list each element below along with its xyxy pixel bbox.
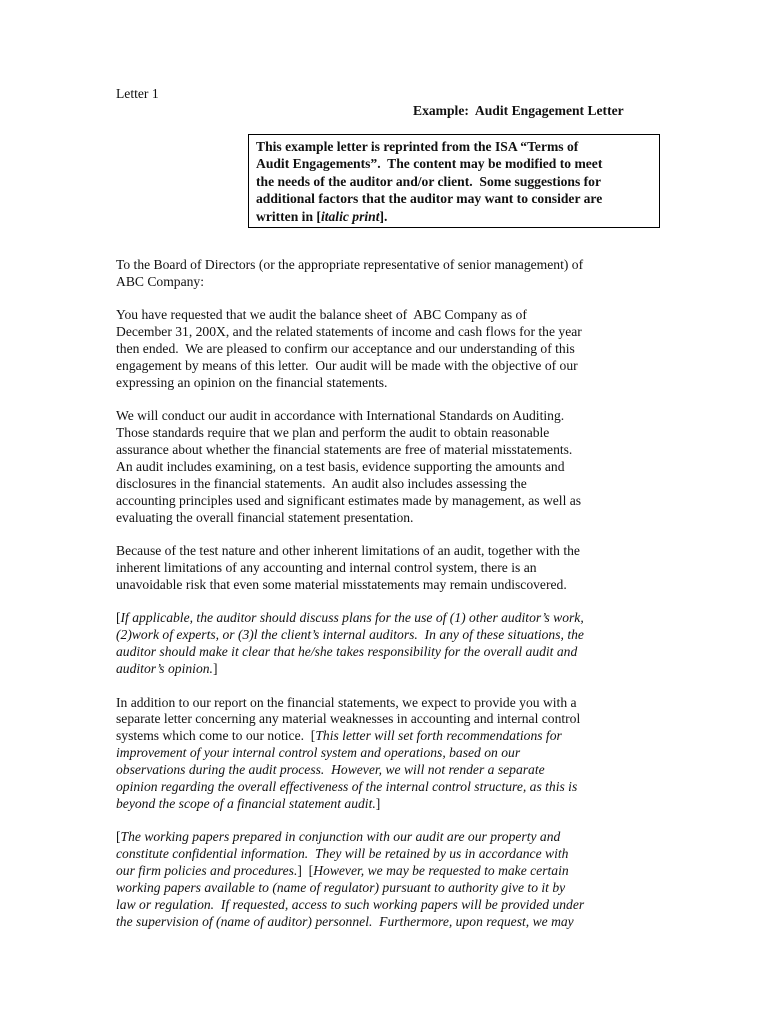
salutation [116, 257, 656, 291]
paragraph-internal-control [116, 695, 656, 813]
text-line: unavoidable risk that even some material misstatements may remain undiscovered. [116, 577, 567, 592]
document-title: Example: Audit Engagement Letter [413, 103, 624, 118]
letter-label: Letter 1 [116, 86, 159, 101]
text-line: then ended. We are pleased to confirm our acceptance and our understanding of this [116, 341, 575, 357]
italic-text: If applicable, the auditor should discuss plans for the use of (1) other auditor’s work, [120, 610, 584, 626]
text-line: Because of the test nature and other inherent limitations of an audit, together with the [116, 543, 580, 559]
text-line [116, 610, 656, 627]
text-line: law or regulation. If requested, access to such working papers will be provided under [116, 897, 585, 912]
text-line: Those standards require that we plan and perform the audit to obtain reasonable [116, 425, 550, 441]
text-line: ABC Company: [116, 273, 204, 289]
text-line: accounting principles used and significant estimates made by management, as well as [116, 492, 582, 508]
text-line: separate letter concerning any material weaknesses in accounting and internal control [116, 711, 581, 727]
text-line: You have requested that we audit the balance sheet of ABC Company as of [116, 307, 527, 323]
text-line: To the Board of Directors (or the appropriate representative of senior management) of [116, 257, 584, 272]
text-line: observations during the audit process. However, we will not render a separate [116, 762, 545, 778]
text-line: constitute confidential information. They will be retained by us in accordance with [116, 846, 569, 862]
text-line: assurance about whether the financial statements are free of material misstatements. [116, 442, 573, 458]
note-line-last [256, 208, 655, 225]
plain-text: ] [ [297, 863, 314, 879]
paragraph-request [116, 307, 656, 392]
italic-text: The working papers prepared in conjunction with our audit are our property and [120, 829, 561, 845]
paragraph-working-papers [116, 829, 656, 930]
text-line: We will conduct our audit in accordance with International Standards on Auditing. [116, 408, 565, 424]
text-line: working papers available to (name of regulator) pursuant to authority give to it by [116, 880, 566, 896]
text-line: the supervision of (name of auditor) personnel. Furthermore, upon request, we may [116, 913, 574, 929]
text-line: evaluating the overall financial statement presentation. [116, 509, 414, 525]
text-line: improvement of your internal control system and operations, based on our [116, 745, 521, 761]
text-line [116, 796, 656, 813]
text-line: disclosures in the financial statements. An audit also includes assessing the [116, 475, 527, 491]
note-last-suffix: ]. [379, 208, 388, 224]
note-line: additional factors that the auditor may want to consider are [256, 191, 603, 207]
text-line: (2)work of experts, or (3)l the client’s internal auditors. In any of these situations, the [116, 627, 584, 643]
text-line: In addition to our report on the financial statements, we expect to provide you with a [116, 694, 577, 710]
text-line: An audit includes examining, on a test basis, evidence supporting the amounts and [116, 459, 565, 475]
text-line: engagement by means of this letter. Our audit will be made with the objective of our [116, 358, 578, 374]
text-line: auditor should make it clear that he/she takes responsibility for the overall audit and [116, 644, 578, 660]
text-line [116, 661, 656, 678]
text-line [116, 863, 656, 880]
text-line: expressing an opinion on the financial statements. [116, 374, 388, 390]
italic-text: However, we may be requested to make certain [313, 863, 569, 879]
italic-text: This letter will set forth recommendations for [315, 728, 562, 744]
note-last-prefix: written in [ [256, 208, 321, 224]
open-bracket: [ [116, 610, 121, 626]
paragraph-other-auditors [116, 610, 656, 678]
open-bracket: [ [116, 829, 121, 845]
close-bracket: ] [212, 661, 218, 677]
italic-text: our firm policies and procedures. [116, 863, 298, 879]
paragraph-standards [116, 408, 656, 526]
letter-body [116, 257, 656, 947]
text-line [116, 728, 656, 745]
plain-text: systems which come to our notice. [ [116, 728, 316, 744]
text-line [116, 829, 656, 846]
note-line: This example letter is reprinted from the ISA “Terms of [256, 139, 579, 154]
note-line: the needs of the auditor and/or client. Some suggestions for [256, 173, 602, 189]
italic-text: beyond the scope of a financial statement audit. [116, 795, 376, 811]
note-line: Audit Engagements”. The content may be modified to meet [256, 156, 603, 172]
reprint-note-box [248, 134, 660, 228]
text-line: opinion regarding the overall effectiveness of the internal control structure, as this is [116, 779, 578, 795]
note-last-italic: italic print [320, 208, 380, 224]
close-bracket: ] [375, 795, 381, 811]
text-line: inherent limitations of any accounting and internal control system, there is an [116, 560, 537, 576]
paragraph-limitations [116, 543, 656, 594]
italic-text: auditor’s opinion. [116, 661, 213, 677]
text-line: December 31, 200X, and the related statements of income and cash flows for the year [116, 324, 582, 340]
